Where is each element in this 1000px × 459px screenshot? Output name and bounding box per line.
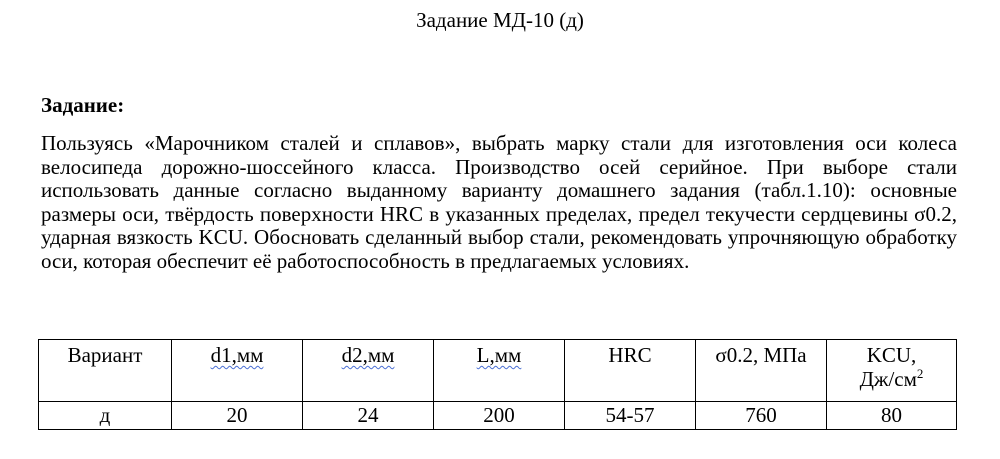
header-kcu-line1: KCU, (866, 343, 917, 367)
header-length-label: L,мм (476, 343, 522, 367)
header-kcu-line2 (831, 367, 952, 391)
header-kcu-superscript: 2 (916, 366, 924, 381)
parameters-table (38, 339, 957, 430)
header-d2-label: d2,мм (341, 343, 395, 367)
header-d2 (303, 340, 434, 402)
cell-yield-strength: 760 (696, 402, 827, 430)
header-variant: Вариант (39, 340, 172, 402)
header-kcu (827, 340, 957, 402)
document-title: Задание МД-10 (д) (416, 8, 584, 32)
header-yield-strength: σ0.2, МПа (696, 340, 827, 402)
header-d1 (172, 340, 303, 402)
cell-variant: д (39, 402, 172, 430)
header-hrc: HRC (565, 340, 696, 402)
header-d1-label: d1,мм (210, 343, 264, 367)
header-kcu-unit: Дж/см (859, 367, 917, 391)
cell-length: 200 (434, 402, 565, 430)
cell-kcu: 80 (827, 402, 957, 430)
table-header-row (39, 340, 957, 402)
task-description: Пользуясь «Марочником сталей и сплавов», выбрать марку стали для изготовления оси колеса велосипеда дорожно-шоссейного класса. Производство осей серийное. При выборе стали использовать данные согласно выданному варианту домашнего задания (табл.1.10): основные размеры оси, твёрдость поверхности HRC в указанных пределах, предел текучести сердцевины σ0.2, ударная вязкость KCU. Обосновать сделанный выбор стали, рекомендовать упрочняющую обработку оси, которая обеспечит её работоспособность в предлагаемых условиях. (41, 131, 957, 273)
section-heading: Задание: (41, 93, 125, 117)
cell-d2: 24 (303, 402, 434, 430)
cell-d1: 20 (172, 402, 303, 430)
cell-hrc: 54-57 (565, 402, 696, 430)
table-row (39, 402, 957, 430)
header-length (434, 340, 565, 402)
